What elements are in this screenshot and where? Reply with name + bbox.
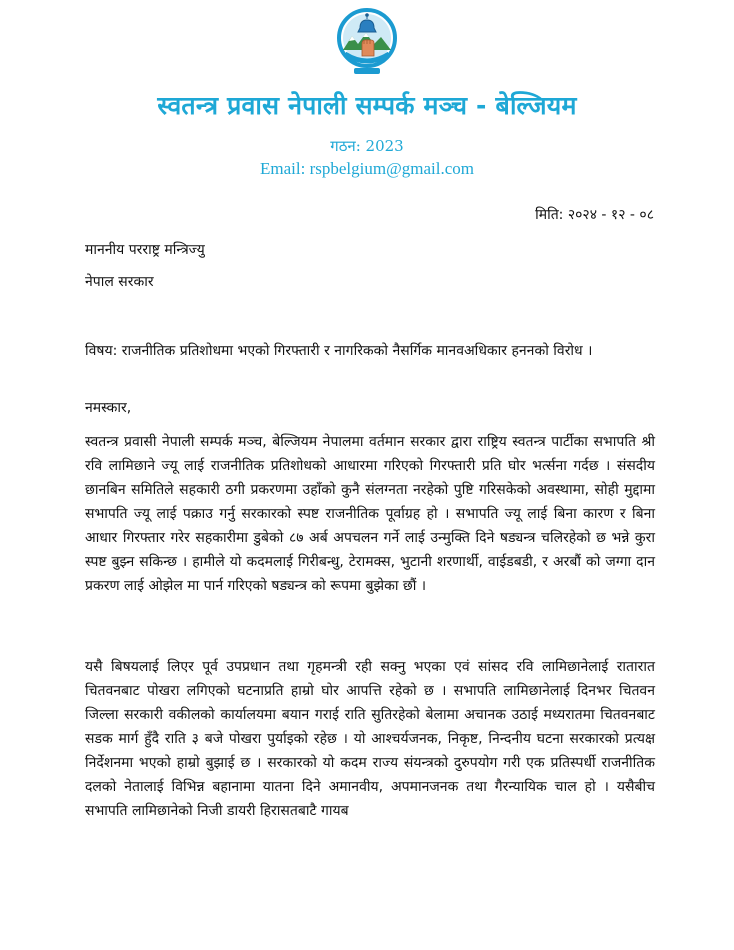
body-paragraph-2: यसै बिषयलाई लिएर पूर्व उपप्रधान तथा गृहमन्त्री रही सक्नु भएका एवं सांसद रवि लामिछानेलाई रातारात चितवनबाट पोखरा लगिएको घटनाप्रति हाम्रो घोर आपत्ति रहेको छ । सभापति लामिछानेलाई दिनभर चितवन जिल्ला सरकारी वकीलको कार्यालयमा बयान गराई राति सुतिरहेको बेलामा अचानक उठाई मध्यरातमा चितवनबाट सडक मार्ग हुँदै राति ३ बजे पोखरा पुर्याइको रहेछ । यो आश्चर्यजनक, निकृष्ट, निन्दनीय घटना सरकारको प्रत्यक्ष निर्देशनमा भएको हाम्रो बुझाई छ । सरकारको यो कदम राज्य संयन्त्रको दुरुपयोग गरी एक प्रतिस्पर्धी राजनीतिक दलको नेतालाई विभिन्न बहानामा यातना दिने अमानवीय, अपमानजनक तथा गैरन्यायिक चाल हो । यसैबीच सभापति लामिछानेको निजी डायरी हिरासतबाटै गायब (85, 659, 655, 819)
organization-title: स्वतन्त्र प्रवास नेपाली सम्पर्क मञ्च - बेल्जियम (157, 91, 577, 120)
body-paragraph-1: स्वतन्त्र प्रवासी नेपाली सम्पर्क मञ्च, बेल्जियम नेपालमा वर्तमान सरकार द्वारा राष्ट्रिय स्वतन्त्र पार्टीका सभापति श्री रवि लामिछाने ज्यू लाई राजनीतिक प्रतिशोधको आधारमा गरिएको गिरफ्तारी प्रति घोर भर्त्सना गर्दछ । संसदीय छानबिन समितिले सहकारी ठगी प्रकरणमा उहाँको कुनै संलग्नता नरहेको पुष्टि गरिसकेको अवस्थामा, सोही मुद्दामा सभापति ज्यू लाई पक्राउ गर्नु सरकारको स्पष्ट राजनीतिक पूर्वाग्रह हो । सभापति ज्यू लाई बिना कारण र बिना आधार गिरफ्तार गरेर सहकारीमा डुबेको ८७ अर्ब अपचलन गर्ने लाई उन्मुक्ति दिने षड्यन्त्र चलिरहेको छ भन्ने कुरा स्पष्ट बुझ्न सकिन्छ । हामीले यो कदमलाई गिरीबन्धु, टेरामक्स, भुटानी शरणार्थी, वाईडबडी, र अरबौं को जग्गा दान प्रकरण लाई ओझेल मा पार्न गरिएको षड्यन्त्र को रूपमा बुझेका छौं । (85, 434, 655, 594)
letter-date: मिति: २०२४ - १२ - ०८ (535, 207, 654, 223)
letter-greeting: नमस्कार, (85, 400, 132, 416)
founded-year: गठन: 2023 (330, 137, 404, 155)
contact-email: Email: rspbelgium@gmail.com (260, 159, 474, 178)
rsp-belgium-emblem-icon (336, 6, 398, 80)
recipient-org: नेपाल सरकार (85, 274, 154, 290)
letter-subject: विषय: राजनीतिक प्रतिशोधमा भएको गिरफ्तारी र नागरिकको नैसर्गिक मानवअधिकार हननको विरोध । (85, 343, 593, 359)
recipient-title: माननीय परराष्ट्र मन्त्रिज्यु (85, 242, 205, 258)
